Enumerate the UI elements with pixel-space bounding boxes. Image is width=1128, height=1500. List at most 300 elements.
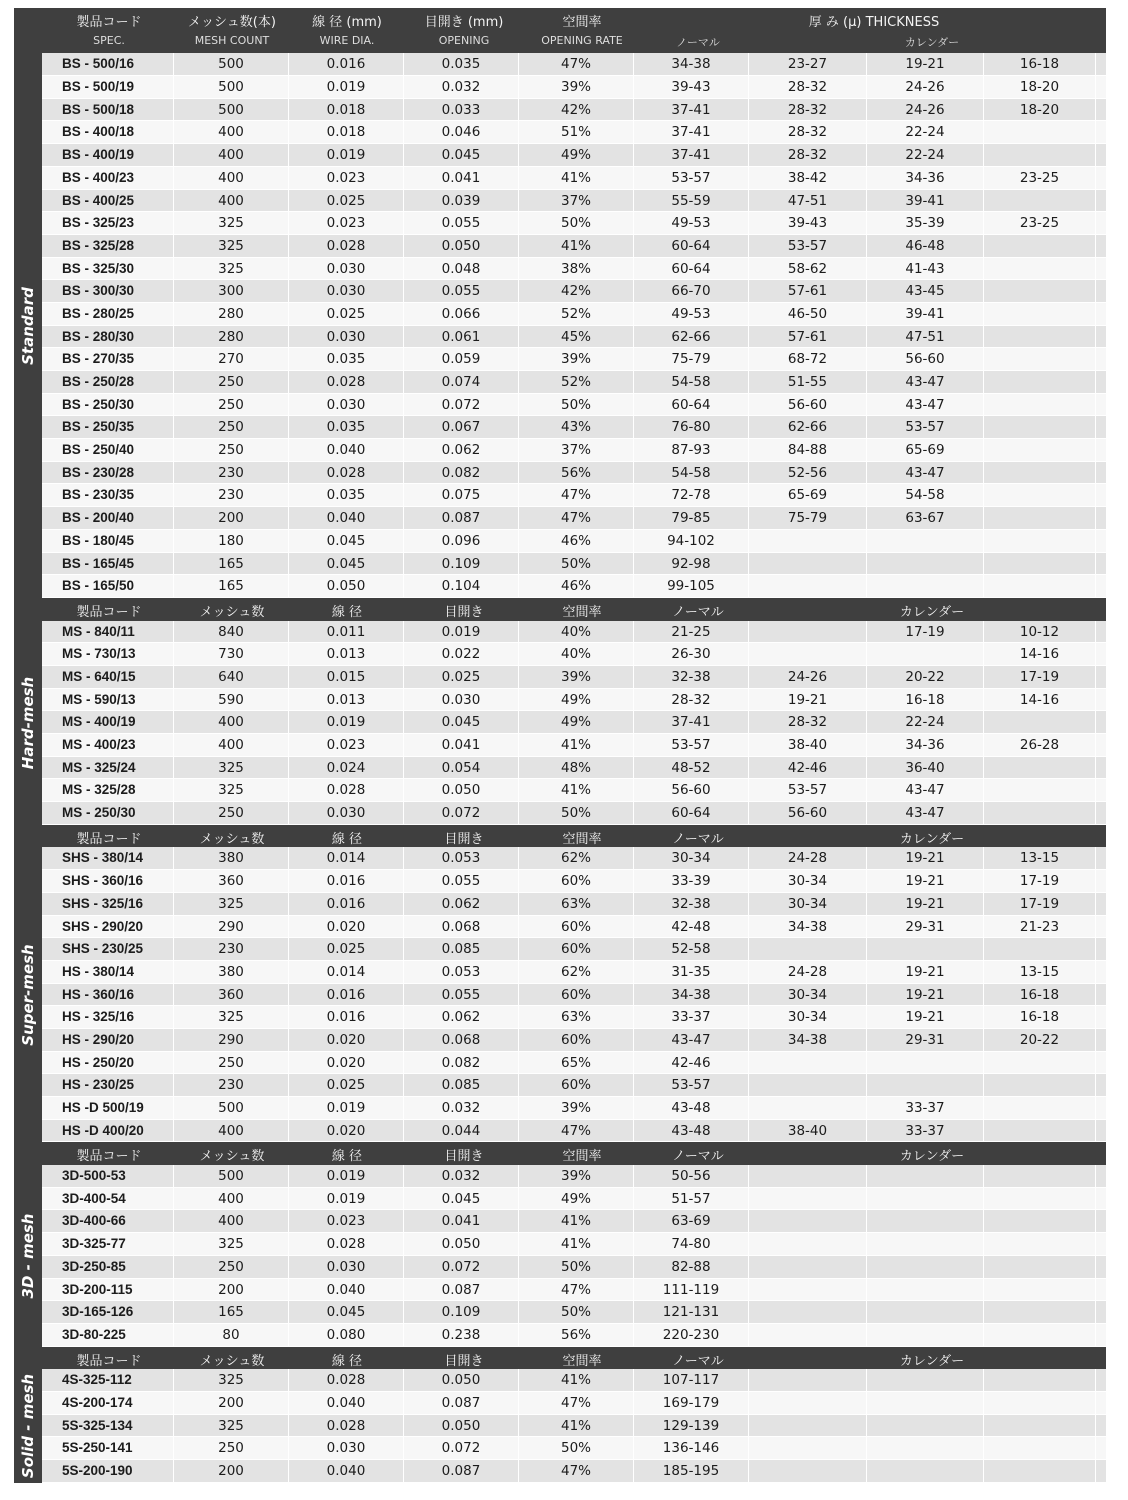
mesh-count-cell: 400: [174, 1210, 289, 1232]
opening-cell: 0.050: [404, 1369, 519, 1391]
opening-rate-cell: 42%: [519, 280, 634, 302]
thickness-mid-cell: 38-40: [749, 734, 867, 756]
spec-cell: 3D-400-66: [42, 1210, 174, 1232]
mesh-count-cell: 500: [174, 1165, 289, 1187]
wire-dia-cell: 0.019: [289, 1097, 404, 1119]
mesh-count-cell: 250: [174, 439, 289, 461]
mesh-count-cell: 325: [174, 212, 289, 234]
thickness-calender-cell: 47-51: [867, 326, 984, 348]
opening-rate-cell: 37%: [519, 190, 634, 212]
opening-rate-cell: 47%: [519, 1279, 634, 1301]
thickness-mid-cell: 28-32: [749, 144, 867, 166]
mesh-count-cell: 325: [174, 1233, 289, 1255]
opening-rate-cell: 46%: [519, 530, 634, 552]
mesh-count-cell: 250: [174, 802, 289, 824]
thickness-calender-thin-cell: 10-12: [984, 621, 1096, 643]
mesh-count-cell: 640: [174, 666, 289, 688]
wire-dia-cell: 0.030: [289, 326, 404, 348]
group-3d-mesh: [14, 1165, 1106, 1347]
table-row: [42, 916, 1106, 939]
header-wire-jp: 線 径 (mm): [312, 15, 382, 30]
opening-rate-cell: 50%: [519, 212, 634, 234]
thickness-normal-cell: 32-38: [634, 893, 749, 915]
thickness-calender-cell: 43-47: [867, 779, 984, 801]
table-row: [42, 1233, 1106, 1256]
thickness-mid-cell: [749, 1460, 867, 1482]
thickness-calender-thin-cell: 16-18: [984, 984, 1096, 1006]
opening-rate-cell: 47%: [519, 53, 634, 75]
mesh-count-cell: 250: [174, 416, 289, 438]
thickness-calender-cell: 16-18: [867, 689, 984, 711]
section-header-wire: 線 径: [331, 1149, 363, 1165]
wire-dia-cell: 0.016: [289, 893, 404, 915]
wire-dia-cell: 0.019: [289, 144, 404, 166]
thickness-calender-thin-cell: [984, 1097, 1096, 1119]
thickness-calender-thin-cell: [984, 757, 1096, 779]
thickness-mid-cell: 30-34: [749, 870, 867, 892]
table-row: [42, 734, 1106, 757]
wire-dia-cell: 0.030: [289, 258, 404, 280]
opening-rate-cell: 48%: [519, 757, 634, 779]
thickness-mid-cell: 28-32: [749, 99, 867, 121]
thickness-calender-cell: 56-60: [867, 348, 984, 370]
opening-cell: 0.055: [404, 280, 519, 302]
thickness-calender-cell: 19-21: [867, 53, 984, 75]
mesh-count-cell: 840: [174, 621, 289, 643]
thickness-calender-cell: 65-69: [867, 439, 984, 461]
thickness-mid-cell: 42-46: [749, 757, 867, 779]
spec-cell: HS - 360/16: [42, 984, 174, 1006]
mesh-count-cell: 180: [174, 530, 289, 552]
opening-cell: 0.109: [404, 553, 519, 575]
opening-cell: 0.041: [404, 167, 519, 189]
spec-cell: SHS - 380/14: [42, 847, 174, 869]
table-row: [42, 326, 1106, 349]
thickness-calender-thin-cell: [984, 394, 1096, 416]
mesh-count-cell: 165: [174, 1301, 289, 1323]
spec-cell: 5S-250-141: [42, 1437, 174, 1459]
spec-cell: HS - 380/14: [42, 961, 174, 983]
opening-rate-cell: 41%: [519, 734, 634, 756]
thickness-calender-thin-cell: [984, 711, 1096, 733]
thickness-normal-cell: 53-57: [634, 167, 749, 189]
table-row: [42, 961, 1106, 984]
mesh-count-cell: 250: [174, 1256, 289, 1278]
thickness-calender-cell: [867, 1165, 984, 1187]
mesh-count-cell: 400: [174, 1120, 289, 1142]
table-row: [42, 235, 1106, 258]
thickness-calender-cell: 39-41: [867, 190, 984, 212]
header-mesh-en: MESH COUNT: [194, 34, 270, 47]
table-row: [42, 870, 1106, 893]
opening-rate-cell: 62%: [519, 847, 634, 869]
wire-dia-cell: 0.019: [289, 711, 404, 733]
wire-dia-cell: 0.080: [289, 1324, 404, 1346]
table-row: [42, 1415, 1106, 1438]
opening-rate-cell: 60%: [519, 938, 634, 960]
opening-cell: 0.039: [404, 190, 519, 212]
thickness-calender-cell: [867, 1052, 984, 1074]
opening-cell: 0.104: [404, 575, 519, 597]
table-row: [42, 1052, 1106, 1075]
thickness-mid-cell: [749, 530, 867, 552]
spec-cell: 4S-200-174: [42, 1392, 174, 1414]
thickness-mid-cell: 30-34: [749, 984, 867, 1006]
mesh-count-cell: 325: [174, 258, 289, 280]
opening-cell: 0.019: [404, 621, 519, 643]
thickness-calender-cell: 43-47: [867, 462, 984, 484]
wire-dia-cell: 0.013: [289, 643, 404, 665]
section-header-calender: カレンダー: [899, 1353, 965, 1369]
opening-cell: 0.087: [404, 1279, 519, 1301]
opening-cell: 0.075: [404, 484, 519, 506]
thickness-mid-cell: 84-88: [749, 439, 867, 461]
spec-cell: 3D-250-85: [42, 1256, 174, 1278]
thickness-calender-cell: 22-24: [867, 711, 984, 733]
wire-dia-cell: 0.016: [289, 870, 404, 892]
group-label-text: 3D - mesh: [19, 1213, 37, 1299]
section-header-spec: 製品コード: [76, 1149, 142, 1165]
thickness-normal-cell: 63-69: [634, 1210, 749, 1232]
opening-cell: 0.062: [404, 893, 519, 915]
thickness-calender-thin-cell: [984, 348, 1096, 370]
mesh-count-cell: 325: [174, 893, 289, 915]
thickness-mid-cell: 62-66: [749, 416, 867, 438]
opening-cell: 0.074: [404, 371, 519, 393]
thickness-normal-cell: 31-35: [634, 961, 749, 983]
thickness-mid-cell: [749, 1369, 867, 1391]
thickness-mid-cell: [749, 1279, 867, 1301]
wire-dia-cell: 0.025: [289, 303, 404, 325]
thickness-calender-cell: [867, 1210, 984, 1232]
thickness-calender-thin-cell: [984, 326, 1096, 348]
opening-rate-cell: 56%: [519, 1324, 634, 1346]
spec-cell: MS - 590/13: [42, 689, 174, 711]
spec-cell: MS - 400/23: [42, 734, 174, 756]
wire-dia-cell: 0.030: [289, 802, 404, 824]
spec-cell: HS -D 400/20: [42, 1120, 174, 1142]
thickness-mid-cell: [749, 1074, 867, 1096]
thickness-normal-cell: 121-131: [634, 1301, 749, 1323]
thickness-mid-cell: [749, 643, 867, 665]
table-row: [42, 1369, 1106, 1392]
table-row: [42, 1256, 1106, 1279]
spec-cell: HS - 290/20: [42, 1029, 174, 1051]
thickness-calender-thin-cell: 16-18: [984, 53, 1096, 75]
group-label-text: Solid - mesh: [19, 1373, 37, 1479]
table-row: [42, 121, 1106, 144]
header-spec-en: SPEC.: [93, 34, 125, 47]
thickness-calender-cell: [867, 1074, 984, 1096]
table-row: [42, 779, 1106, 802]
mesh-count-cell: 250: [174, 371, 289, 393]
thickness-calender-cell: 29-31: [867, 1029, 984, 1051]
opening-cell: 0.045: [404, 711, 519, 733]
thickness-normal-cell: 30-34: [634, 847, 749, 869]
mesh-count-cell: 360: [174, 870, 289, 892]
thickness-mid-cell: [749, 1301, 867, 1323]
wire-dia-cell: 0.020: [289, 1052, 404, 1074]
thickness-calender-cell: 29-31: [867, 916, 984, 938]
mesh-count-cell: 230: [174, 1074, 289, 1096]
thickness-mid-cell: 68-72: [749, 348, 867, 370]
opening-rate-cell: 60%: [519, 916, 634, 938]
opening-rate-cell: 63%: [519, 1006, 634, 1028]
table-row: [42, 1165, 1106, 1188]
wire-dia-cell: 0.016: [289, 53, 404, 75]
thickness-normal-cell: 49-53: [634, 212, 749, 234]
thickness-normal-cell: 50-56: [634, 1165, 749, 1187]
group-label-text: Hard-mesh: [19, 676, 37, 769]
thickness-normal-cell: 129-139: [634, 1415, 749, 1437]
thickness-calender-thin-cell: [984, 1324, 1096, 1346]
thickness-mid-cell: [749, 1165, 867, 1187]
wire-dia-cell: 0.030: [289, 280, 404, 302]
thickness-calender-thin-cell: 21-23: [984, 916, 1096, 938]
thickness-normal-cell: 51-57: [634, 1188, 749, 1210]
thickness-calender-cell: 19-21: [867, 893, 984, 915]
spec-cell: MS - 640/15: [42, 666, 174, 688]
spec-cell: 3D-200-115: [42, 1279, 174, 1301]
opening-rate-cell: 60%: [519, 1029, 634, 1051]
spec-cell: BS - 230/35: [42, 484, 174, 506]
thickness-normal-cell: 53-57: [634, 1074, 749, 1096]
table-row: [42, 507, 1106, 530]
thickness-mid-cell: 24-28: [749, 961, 867, 983]
wire-dia-cell: 0.035: [289, 416, 404, 438]
table-row: [42, 280, 1106, 303]
thickness-normal-cell: 42-46: [634, 1052, 749, 1074]
mesh-count-cell: 325: [174, 757, 289, 779]
section-header-spec: 製品コード: [76, 1353, 142, 1369]
thickness-normal-cell: 26-30: [634, 643, 749, 665]
mesh-count-cell: 250: [174, 394, 289, 416]
mesh-count-cell: 590: [174, 689, 289, 711]
opening-cell: 0.068: [404, 1029, 519, 1051]
section-header-normal: ノーマル: [672, 831, 724, 847]
thickness-calender-cell: 24-26: [867, 99, 984, 121]
mesh-count-cell: 230: [174, 462, 289, 484]
thickness-calender-thin-cell: 26-28: [984, 734, 1096, 756]
section-header-mesh: メッシュ数: [199, 1149, 265, 1165]
thickness-calender-cell: 43-47: [867, 394, 984, 416]
thickness-calender-cell: 43-45: [867, 280, 984, 302]
spec-cell: BS - 500/18: [42, 99, 174, 121]
wire-dia-cell: 0.030: [289, 1437, 404, 1459]
thickness-normal-cell: 54-58: [634, 462, 749, 484]
wire-dia-cell: 0.040: [289, 439, 404, 461]
thickness-calender-thin-cell: 23-25: [984, 212, 1096, 234]
thickness-calender-thin-cell: [984, 371, 1096, 393]
thickness-normal-cell: 87-93: [634, 439, 749, 461]
thickness-calender-cell: [867, 1415, 984, 1437]
opening-cell: 0.055: [404, 870, 519, 892]
thickness-calender-thin-cell: [984, 439, 1096, 461]
thickness-mid-cell: 38-42: [749, 167, 867, 189]
thickness-mid-cell: 34-38: [749, 1029, 867, 1051]
thickness-mid-cell: 28-32: [749, 76, 867, 98]
thickness-normal-cell: 37-41: [634, 144, 749, 166]
opening-cell: 0.082: [404, 462, 519, 484]
thickness-calender-thin-cell: [984, 484, 1096, 506]
section-header-normal: ノーマル: [672, 1353, 724, 1369]
wire-dia-cell: 0.013: [289, 689, 404, 711]
thickness-mid-cell: 24-26: [749, 666, 867, 688]
thickness-normal-cell: 43-48: [634, 1120, 749, 1142]
thickness-calender-thin-cell: [984, 258, 1096, 280]
spec-cell: 5S-325-134: [42, 1415, 174, 1437]
thickness-normal-cell: 185-195: [634, 1460, 749, 1482]
opening-cell: 0.072: [404, 1256, 519, 1278]
opening-cell: 0.085: [404, 1074, 519, 1096]
thickness-calender-cell: [867, 1392, 984, 1414]
opening-cell: 0.062: [404, 1006, 519, 1028]
opening-rate-cell: 52%: [519, 371, 634, 393]
opening-rate-cell: 60%: [519, 870, 634, 892]
table-row: [42, 893, 1106, 916]
thickness-calender-cell: [867, 1301, 984, 1323]
opening-cell: 0.066: [404, 303, 519, 325]
header-rate-jp: 空間率: [562, 15, 602, 30]
thickness-calender-cell: 19-21: [867, 870, 984, 892]
wire-dia-cell: 0.019: [289, 1165, 404, 1187]
section-header-rate: 空間率: [562, 1149, 602, 1165]
mesh-count-cell: 325: [174, 1369, 289, 1391]
mesh-count-cell: 290: [174, 1029, 289, 1051]
thickness-mid-cell: [749, 1437, 867, 1459]
wire-dia-cell: 0.030: [289, 394, 404, 416]
spec-cell: BS - 325/28: [42, 235, 174, 257]
opening-cell: 0.050: [404, 779, 519, 801]
mesh-count-cell: 500: [174, 99, 289, 121]
spec-cell: BS - 280/25: [42, 303, 174, 325]
thickness-calender-thin-cell: [984, 802, 1096, 824]
opening-rate-cell: 63%: [519, 893, 634, 915]
spec-cell: BS - 400/25: [42, 190, 174, 212]
thickness-calender-thin-cell: 23-25: [984, 167, 1096, 189]
mesh-spec-table: [14, 8, 1106, 1483]
wire-dia-cell: 0.035: [289, 348, 404, 370]
thickness-normal-cell: 34-38: [634, 984, 749, 1006]
thickness-normal-cell: 111-119: [634, 1279, 749, 1301]
opening-rate-cell: 39%: [519, 1165, 634, 1187]
table-row: [42, 666, 1106, 689]
wire-dia-cell: 0.028: [289, 1369, 404, 1391]
thickness-calender-cell: 35-39: [867, 212, 984, 234]
spec-cell: BS - 280/30: [42, 326, 174, 348]
table-row: [42, 190, 1106, 213]
section-header-mesh: メッシュ数: [199, 831, 265, 847]
spec-cell: 3D-500-53: [42, 1165, 174, 1187]
mesh-count-cell: 280: [174, 326, 289, 348]
mesh-count-cell: 200: [174, 1392, 289, 1414]
thickness-calender-thin-cell: [984, 553, 1096, 575]
thickness-calender-thin-cell: 18-20: [984, 99, 1096, 121]
wire-dia-cell: 0.028: [289, 779, 404, 801]
thickness-calender-thin-cell: [984, 1437, 1096, 1459]
thickness-calender-thin-cell: [984, 280, 1096, 302]
thickness-normal-cell: 54-58: [634, 371, 749, 393]
wire-dia-cell: 0.040: [289, 1279, 404, 1301]
thickness-calender-cell: [867, 530, 984, 552]
thickness-calender-cell: 54-58: [867, 484, 984, 506]
thickness-mid-cell: 57-61: [749, 326, 867, 348]
table-row: [42, 643, 1106, 666]
opening-cell: 0.025: [404, 666, 519, 688]
opening-cell: 0.030: [404, 689, 519, 711]
section-header-spec: 製品コード: [76, 604, 142, 620]
thickness-mid-cell: 38-40: [749, 1120, 867, 1142]
spec-cell: BS - 165/45: [42, 553, 174, 575]
thickness-mid-cell: 24-28: [749, 847, 867, 869]
table-header-main: [14, 8, 1106, 53]
thickness-calender-thin-cell: [984, 1415, 1096, 1437]
thickness-mid-cell: [749, 1392, 867, 1414]
thickness-calender-cell: [867, 1437, 984, 1459]
spec-cell: BS - 180/45: [42, 530, 174, 552]
thickness-normal-cell: 55-59: [634, 190, 749, 212]
thickness-calender-thin-cell: [984, 1210, 1096, 1232]
group-super-mesh: [14, 847, 1106, 1142]
mesh-count-cell: 230: [174, 484, 289, 506]
wire-dia-cell: 0.014: [289, 961, 404, 983]
thickness-normal-cell: 21-25: [634, 621, 749, 643]
thickness-mid-cell: 65-69: [749, 484, 867, 506]
header-thickness: 厚 み (μ) THICKNESS: [808, 15, 940, 30]
opening-cell: 0.062: [404, 439, 519, 461]
header-mesh-jp: メッシュ数(本): [188, 15, 276, 30]
section-header-normal: ノーマル: [672, 1149, 724, 1165]
mesh-count-cell: 325: [174, 1006, 289, 1028]
header-normal: ノーマル: [676, 36, 720, 49]
opening-cell: 0.041: [404, 734, 519, 756]
wire-dia-cell: 0.020: [289, 916, 404, 938]
section-header-rate: 空間率: [562, 831, 602, 847]
group-hard-mesh: [14, 621, 1106, 825]
table-row: [42, 711, 1106, 734]
table-row: [42, 439, 1106, 462]
thickness-normal-cell: 60-64: [634, 394, 749, 416]
section-header-mesh: メッシュ数: [199, 1353, 265, 1369]
thickness-calender-thin-cell: [984, 507, 1096, 529]
wire-dia-cell: 0.045: [289, 1301, 404, 1323]
section-header-wire: 線 径: [331, 831, 363, 847]
header-rate-en: OPENING RATE: [541, 34, 623, 47]
thickness-calender-cell: 20-22: [867, 666, 984, 688]
opening-cell: 0.067: [404, 416, 519, 438]
header-spec-jp: 製品コード: [76, 15, 142, 30]
thickness-normal-cell: 33-39: [634, 870, 749, 892]
spec-cell: 3D-400-54: [42, 1188, 174, 1210]
opening-rate-cell: 46%: [519, 575, 634, 597]
thickness-normal-cell: 62-66: [634, 326, 749, 348]
opening-rate-cell: 41%: [519, 1369, 634, 1391]
table-row: [42, 371, 1106, 394]
thickness-normal-cell: 72-78: [634, 484, 749, 506]
thickness-normal-cell: 28-32: [634, 689, 749, 711]
group-label-text: Standard: [19, 286, 37, 365]
thickness-mid-cell: 34-38: [749, 916, 867, 938]
thickness-normal-cell: 34-38: [634, 53, 749, 75]
spec-cell: MS - 840/11: [42, 621, 174, 643]
section-header: [14, 598, 1106, 621]
header-open-en: OPENING: [438, 34, 490, 47]
opening-cell: 0.054: [404, 757, 519, 779]
thickness-calender-thin-cell: [984, 1392, 1096, 1414]
section-header: [14, 1142, 1106, 1165]
thickness-calender-cell: 46-48: [867, 235, 984, 257]
thickness-calender-cell: 33-37: [867, 1097, 984, 1119]
